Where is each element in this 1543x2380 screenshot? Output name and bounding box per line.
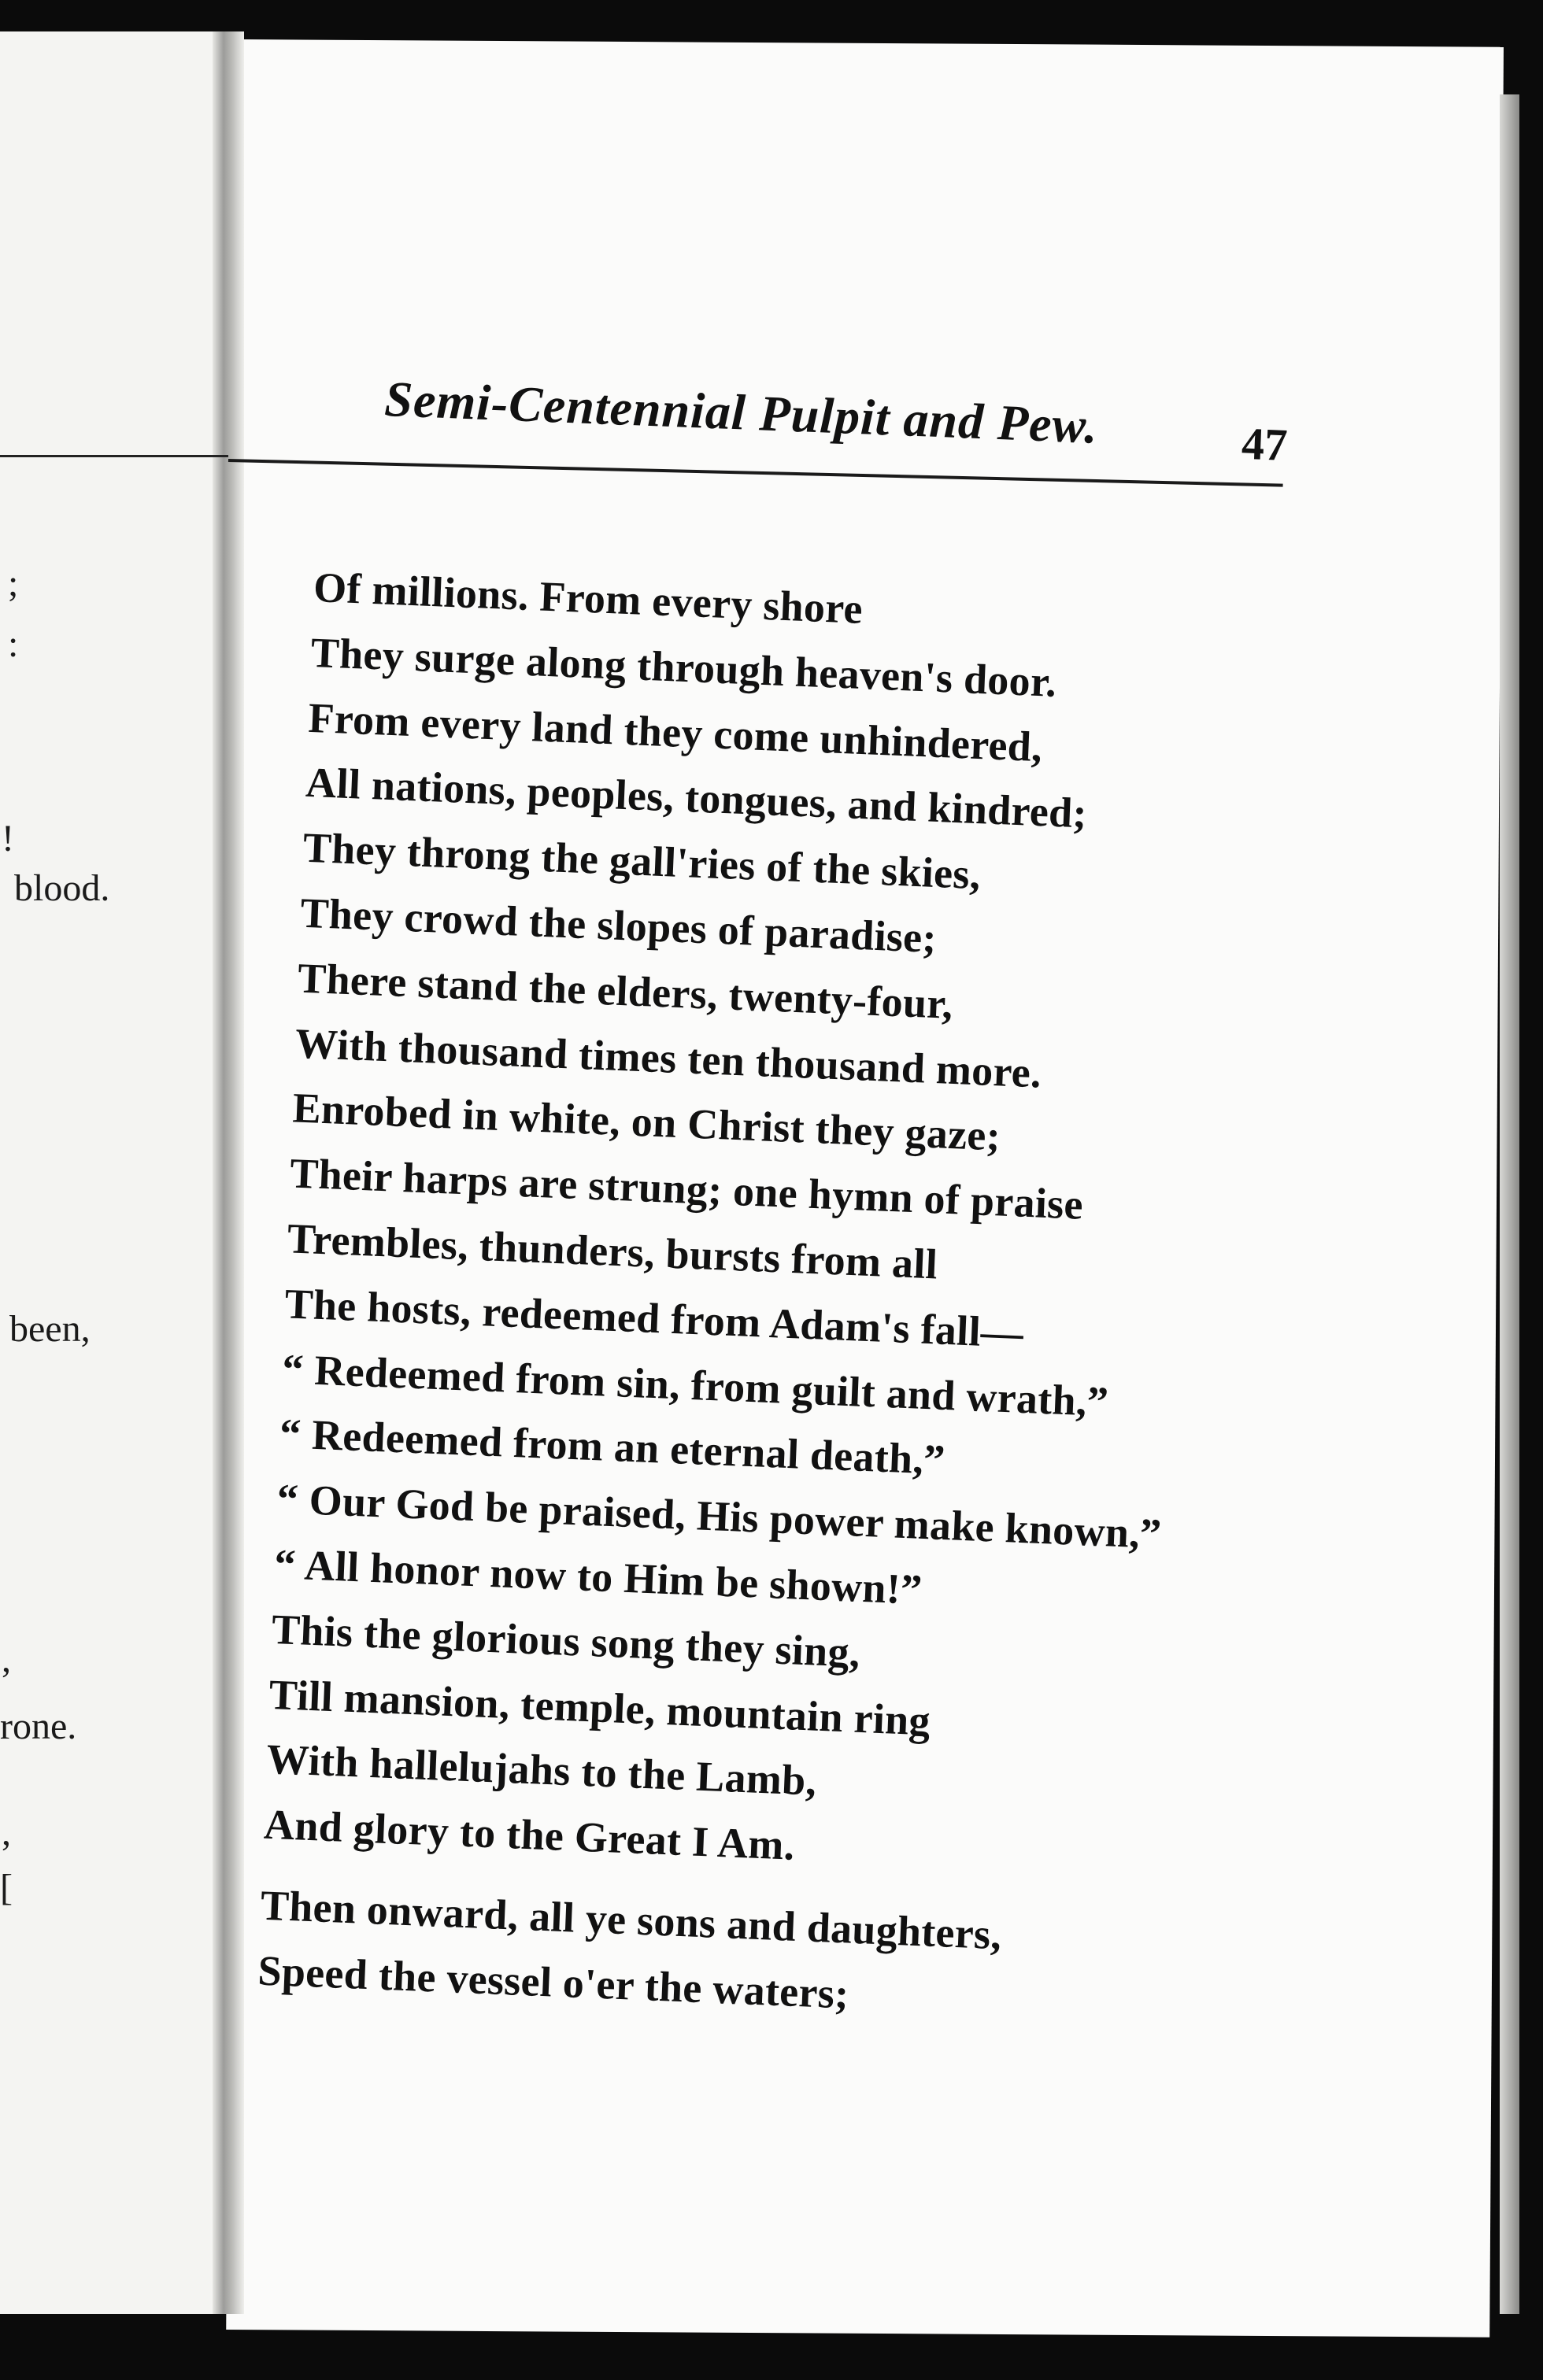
previous-page-rule bbox=[0, 455, 228, 457]
verse-line: “ Redeemed from sin, from guilt and wrath,” bbox=[281, 1344, 1110, 1425]
page-edge bbox=[1500, 94, 1519, 2314]
verse-line: Of millions. From every shore bbox=[313, 563, 864, 633]
verse-line: And glory to the Great I Am. bbox=[263, 1800, 796, 1869]
book-gutter bbox=[213, 31, 244, 2314]
verse-line: The hosts, redeemed from Adam's fall— bbox=[283, 1280, 1025, 1357]
verse-line: Their harps are strung; one hymn of praise bbox=[289, 1149, 1084, 1229]
verse-line: They surge along through heaven's door. bbox=[309, 628, 1058, 706]
verse-line: From every land they come unhindered, bbox=[307, 693, 1044, 771]
verse-line: Then onward, all ye sons and daughters, bbox=[259, 1881, 1003, 1959]
page-number: 47 bbox=[1240, 417, 1289, 471]
verse-line: Trembles, thunders, bursts from all bbox=[286, 1214, 939, 1288]
verse-line: Speed the vessel o'er the waters; bbox=[257, 1946, 850, 2018]
previous-page-fragment: : bbox=[8, 623, 19, 665]
previous-page-fragment: , bbox=[2, 1812, 11, 1853]
verse-line: They throng the gall'ries of the skies, bbox=[302, 823, 982, 899]
previous-page bbox=[0, 31, 236, 2314]
verse-line: Till mansion, temple, mountain ring bbox=[268, 1670, 932, 1745]
verse-line: “ Our God be praised, His power make known,” bbox=[276, 1475, 1163, 1558]
verse-line: Enrobed in white, on Christ they gaze; bbox=[291, 1084, 1002, 1160]
poem-body bbox=[257, 555, 1416, 2047]
verse-line: There stand the elders, twenty-four, bbox=[297, 954, 954, 1028]
previous-page-fragment: [ bbox=[0, 1867, 13, 1909]
previous-page-fragment: rone. bbox=[0, 1706, 77, 1747]
verse-line: With hallelujahs to the Lamb, bbox=[265, 1735, 818, 1805]
running-title: Semi-Centennial Pulpit and Pew. bbox=[383, 370, 1100, 454]
verse-line: With thousand times ten thousand more. bbox=[294, 1019, 1043, 1097]
verse-line: “ Redeemed from an eternal death,” bbox=[278, 1410, 946, 1484]
verse-line: They crowd the slopes of paradise; bbox=[299, 889, 938, 963]
verse-line: “ All honor now to Him be shown!” bbox=[273, 1539, 923, 1613]
previous-page-fragment: been, bbox=[9, 1308, 91, 1350]
previous-page-fragment: ! bbox=[2, 818, 14, 859]
verse-line: This the glorious song they sing, bbox=[270, 1605, 861, 1676]
previous-page-fragment: , bbox=[2, 1639, 11, 1680]
previous-page-fragment: blood. bbox=[14, 867, 110, 909]
verse-line: All nations, peoples, tongues, and kindred; bbox=[305, 759, 1088, 837]
previous-page-fragment: ; bbox=[8, 563, 19, 604]
